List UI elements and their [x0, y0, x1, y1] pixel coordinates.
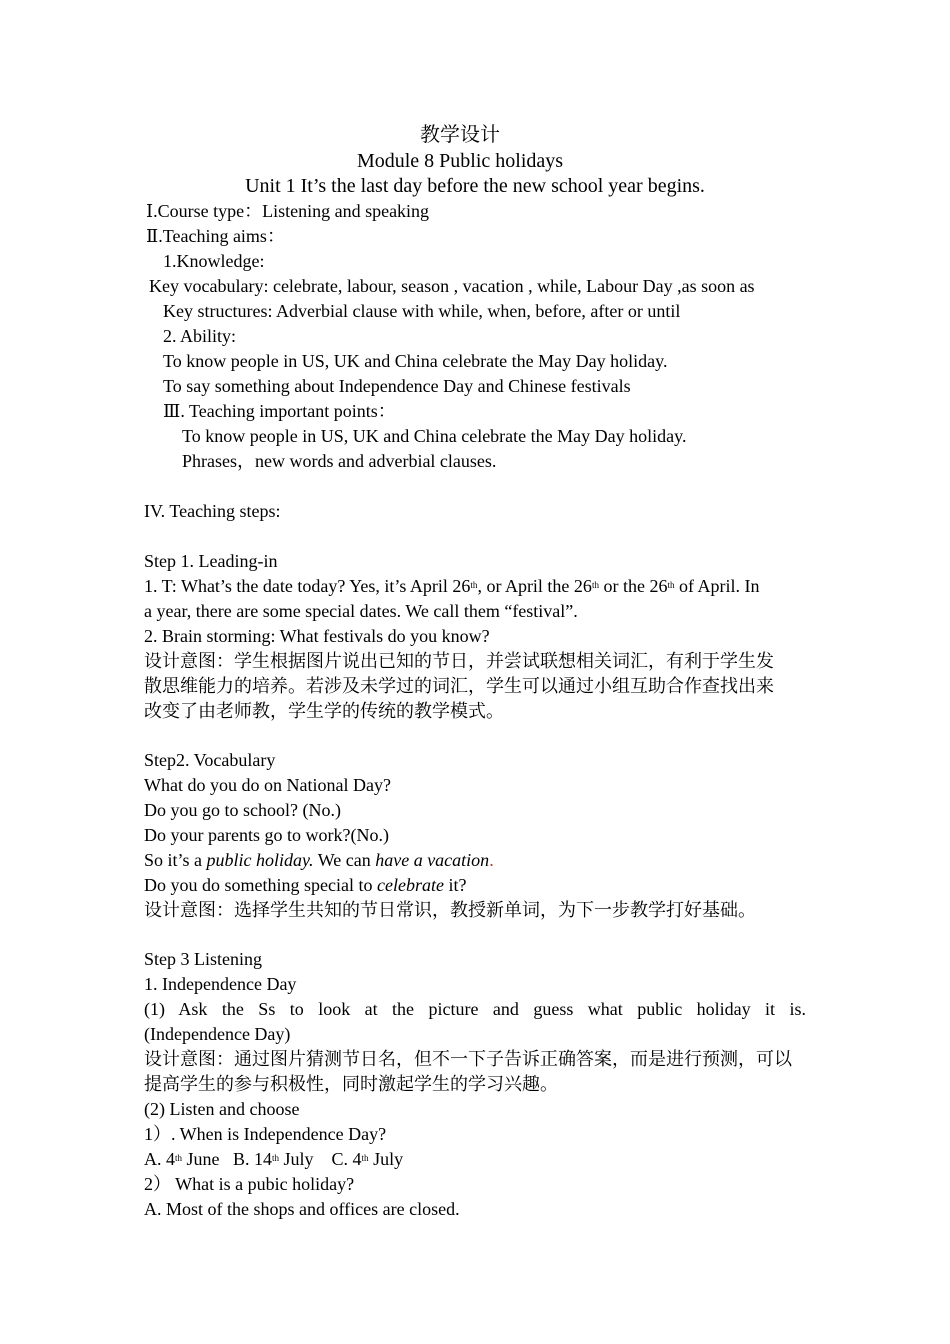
step2-celebrate-line: Do you do something special to celebrate it?	[144, 875, 467, 895]
unit-title: Unit 1 It’s the last day before the new school year begins.	[245, 175, 705, 197]
step2-question-2: Do you go to school? (No.)	[144, 800, 341, 820]
key-vocabulary: Key vocabulary: celebrate, labour, season , vacation , while, Labour Day ,as soon as	[149, 276, 755, 296]
step2-public-holiday-line: So it’s a public holiday. We can have a vacation.	[144, 850, 494, 870]
knowledge-heading: 1.Knowledge:	[163, 251, 265, 271]
step3-question-1-options: A. 4th June B. 14th July C. 4th July	[144, 1149, 404, 1169]
key-structures: Key structures: Adverbial clause with while, when, before, after or until	[163, 301, 681, 321]
course-type: Ⅰ.Course type：Listening and speaking	[146, 201, 430, 221]
step2-question-1: What do you do on National Day?	[144, 775, 391, 795]
ability-heading: 2. Ability:	[163, 326, 237, 346]
step1-design-note-2: 散思维能力的培养。若涉及未学过的词汇，学生可以通过小组互助合作查找出来	[144, 676, 774, 696]
doc-title-cn: 教学设计	[420, 124, 500, 146]
ability-item-2: To say something about Independence Day and Chinese festivals	[163, 376, 631, 396]
step2-question-3: Do your parents go to work?(No.)	[144, 825, 389, 845]
important-point-2: Phrases，new words and adverbial clauses.	[182, 451, 497, 471]
teaching-steps-heading: IV. Teaching steps:	[144, 501, 281, 521]
step3-design-note-2: 提高学生的参与积极性，同时激起学生的学习兴趣。	[144, 1074, 558, 1094]
step3-question-1: 1）. When is Independence Day?	[144, 1124, 387, 1144]
step1-brainstorm: 2. Brain storming: What festivals do you know?	[144, 626, 490, 646]
step2-design-note: 设计意图：选择学生共知的节日常识，教授新单词，为下一步教学打好基础。	[144, 900, 756, 920]
important-point-1: To know people in US, UK and China celebrate the May Day holiday.	[182, 426, 687, 446]
step3-task-1-line-1: (1) Ask the Ss to look at the picture and guess what public holiday it is.	[144, 999, 806, 1019]
step3-listen-choose: (2) Listen and choose	[144, 1099, 300, 1119]
step1-heading: Step 1. Leading-in	[144, 551, 278, 571]
step3-independence-day: 1. Independence Day	[144, 974, 297, 994]
step1-line-2: a year, there are some special dates. We call them “festival”.	[144, 601, 578, 621]
step3-heading: Step 3 Listening	[144, 949, 262, 969]
step1-design-note-1: 设计意图：学生根据图片说出已知的节日，并尝试联想相关词汇，有利于学生发	[144, 651, 774, 671]
teaching-aims-heading: Ⅱ.Teaching aims：	[146, 226, 285, 246]
step1-line-1: 1. T: What’s the date today? Yes, it’s April 26th, or April the 26th or the 26th of April. In	[144, 576, 760, 596]
important-points-heading: Ⅲ. Teaching important points：	[163, 401, 396, 421]
step2-heading: Step2. Vocabulary	[144, 750, 276, 770]
step3-question-2-option-a: A. Most of the shops and offices are closed.	[144, 1199, 460, 1219]
ability-item-1: To know people in US, UK and China celebrate the May Day holiday.	[163, 351, 668, 371]
module-title: Module 8 Public holidays	[356, 150, 564, 172]
step3-design-note-1: 设计意图：通过图片猜测节日名，但不一下子告诉正确答案，而是进行预测，可以	[144, 1049, 792, 1069]
step3-task-1-line-2: (Independence Day)	[144, 1024, 291, 1044]
step3-question-2: 2） What is a pubic holiday?	[144, 1174, 355, 1194]
step1-design-note-3: 改变了由老师教，学生学的传统的教学模式。	[144, 701, 504, 721]
